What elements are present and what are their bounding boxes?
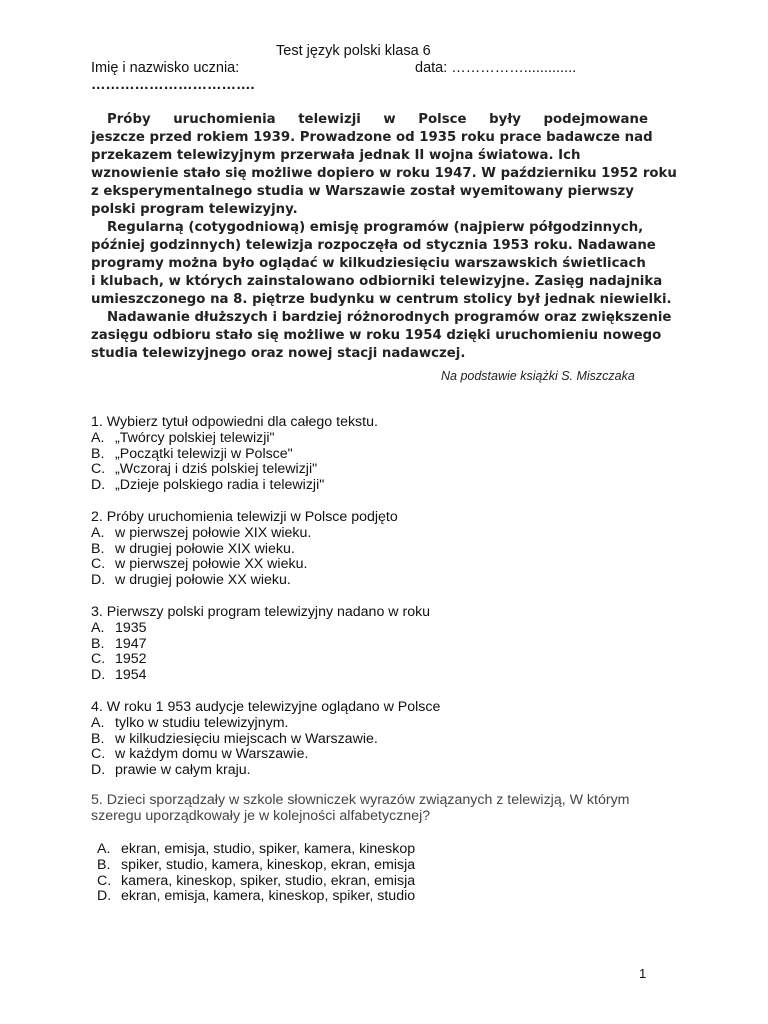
passage-line: przekazem telewizyjnym przerwała jednak II wojna światowa. Ich xyxy=(91,148,581,163)
passage-line: polski program telewizyjny. xyxy=(91,202,298,217)
answer-option-a[interactable]: A. ekran, emisja, studio, spiker, kamera, kineskop xyxy=(97,841,416,857)
answer-option-b[interactable]: B. 1947 xyxy=(91,635,147,652)
answer-option-d[interactable]: D. ekran, emisja, kamera, kineskop, spiker, studio xyxy=(97,888,416,905)
passage-line: jeszcze przed rokiem 1939. Prowadzone od 1935 roku prace badawcze nad xyxy=(91,130,653,145)
answer-option-c[interactable]: C. kamera, kineskop, spiker, studio, ekran, emisja xyxy=(97,872,416,889)
answer-option-a[interactable]: A. tylko w studiu telewizyjnym. xyxy=(91,714,289,731)
question-text: 3. Pierwszy polski program telewizyjny nadano w roku xyxy=(91,604,431,620)
passage-line: wznowienie stało się możliwe dopiero w roku 1947. W październiku 1952 roku xyxy=(91,166,677,181)
passage-source: Na podstawie książki S. Miszczaka xyxy=(441,369,635,383)
answer-option-c[interactable]: C. „Wczoraj i dziś polskiej telewizji" xyxy=(91,461,318,478)
answer-option-a[interactable]: A. „Twórcy polskiej telewizji" xyxy=(91,429,275,446)
passage-line: studia telewizyjnego oraz nowej stacji nadawczej. xyxy=(91,346,466,361)
answer-option-c[interactable]: C. 1952 xyxy=(91,651,147,668)
answer-option-a[interactable]: A. 1935 xyxy=(91,619,147,636)
passage-line: Próby uruchomienia telewizji w Polsce były podejmowane xyxy=(107,112,648,127)
passage-line: z eksperymentalnego studia w Warszawie został wyemitowany pierwszy xyxy=(91,184,634,199)
page-number: 1 xyxy=(639,966,647,981)
date-label: data: ……………............. xyxy=(415,60,577,76)
name-label: Imię i nazwisko ucznia: xyxy=(91,60,240,76)
question-text-continued: szeregu uporządkowały je w kolejności alfabetycznej? xyxy=(91,807,431,824)
test-title: Test język polski klasa 6 xyxy=(276,43,431,59)
answer-option-d[interactable]: D. prawie w całym kraju. xyxy=(91,762,251,779)
answer-option-d[interactable]: D. „Dzieje polskiego radia i telewizji" xyxy=(91,477,325,494)
question-1 xyxy=(91,415,378,494)
answer-option-c[interactable]: C. w pierwszej połowie XX wieku. xyxy=(91,556,308,573)
reading-passage xyxy=(91,111,677,363)
question-text: 1. Wybierz tytuł odpowiedni dla całego tekstu. xyxy=(91,414,378,430)
answer-option-b[interactable]: B. spiker, studio, kamera, kineskop, ekran, emisja xyxy=(97,856,416,873)
question-text: 4. W roku 1 953 audycje telewizyjne oglądano w Polsce xyxy=(91,699,441,715)
question-3 xyxy=(91,605,430,684)
passage-line: zasięgu odbioru stało się możliwe w roku 1954 dzięki uruchomieniu nowego xyxy=(91,328,662,343)
answer-option-d[interactable]: D. w drugiej połowie XX wieku. xyxy=(91,572,291,589)
passage-line: później godzinnych) telewizja rozpoczęła od stycznia 1953 roku. Nadawane xyxy=(91,238,656,253)
question-5-options xyxy=(97,842,415,905)
name-dots: ……………………………. xyxy=(91,77,255,93)
question-text: 5. Dzieci sporządzały w szkole słowniczek wyrazów związanych z telewizją, W którym xyxy=(91,792,630,808)
answer-option-b[interactable]: B. w kilkudziesięciu miejscach w Warszawie. xyxy=(91,730,378,747)
question-4 xyxy=(91,700,440,779)
question-2 xyxy=(91,510,398,589)
question-5 xyxy=(91,793,630,825)
passage-line: i klubach, w których zainstalowano odbiorniki telewizyjne. Zasięg nadajnika xyxy=(91,274,663,289)
answer-option-c[interactable]: C. w każdym domu w Warszawie. xyxy=(91,746,309,763)
passage-line: programy można było oglądać w kilkudziesięciu warszawskich świetlicach xyxy=(91,256,646,271)
passage-line: Nadawanie dłuższych i bardziej różnorodnych programów oraz zwiększenie xyxy=(107,310,672,325)
passage-line: Regularną (cotygodniową) emisję programów (najpierw półgodzinnych, xyxy=(107,220,644,235)
passage-line: umieszczonego na 8. piętrze budynku w centrum stolicy był jednak niewielki. xyxy=(91,292,672,307)
answer-option-d[interactable]: D. 1954 xyxy=(91,667,147,684)
question-text: 2. Próby uruchomienia telewizji w Polsce podjęto xyxy=(91,509,398,525)
answer-option-b[interactable]: B. w drugiej połowie XIX wieku. xyxy=(91,540,295,557)
answer-option-b[interactable]: B. „Początki telewizji w Polsce" xyxy=(91,445,293,462)
answer-option-a[interactable]: A. w pierwszej połowie XIX wieku. xyxy=(91,524,312,541)
